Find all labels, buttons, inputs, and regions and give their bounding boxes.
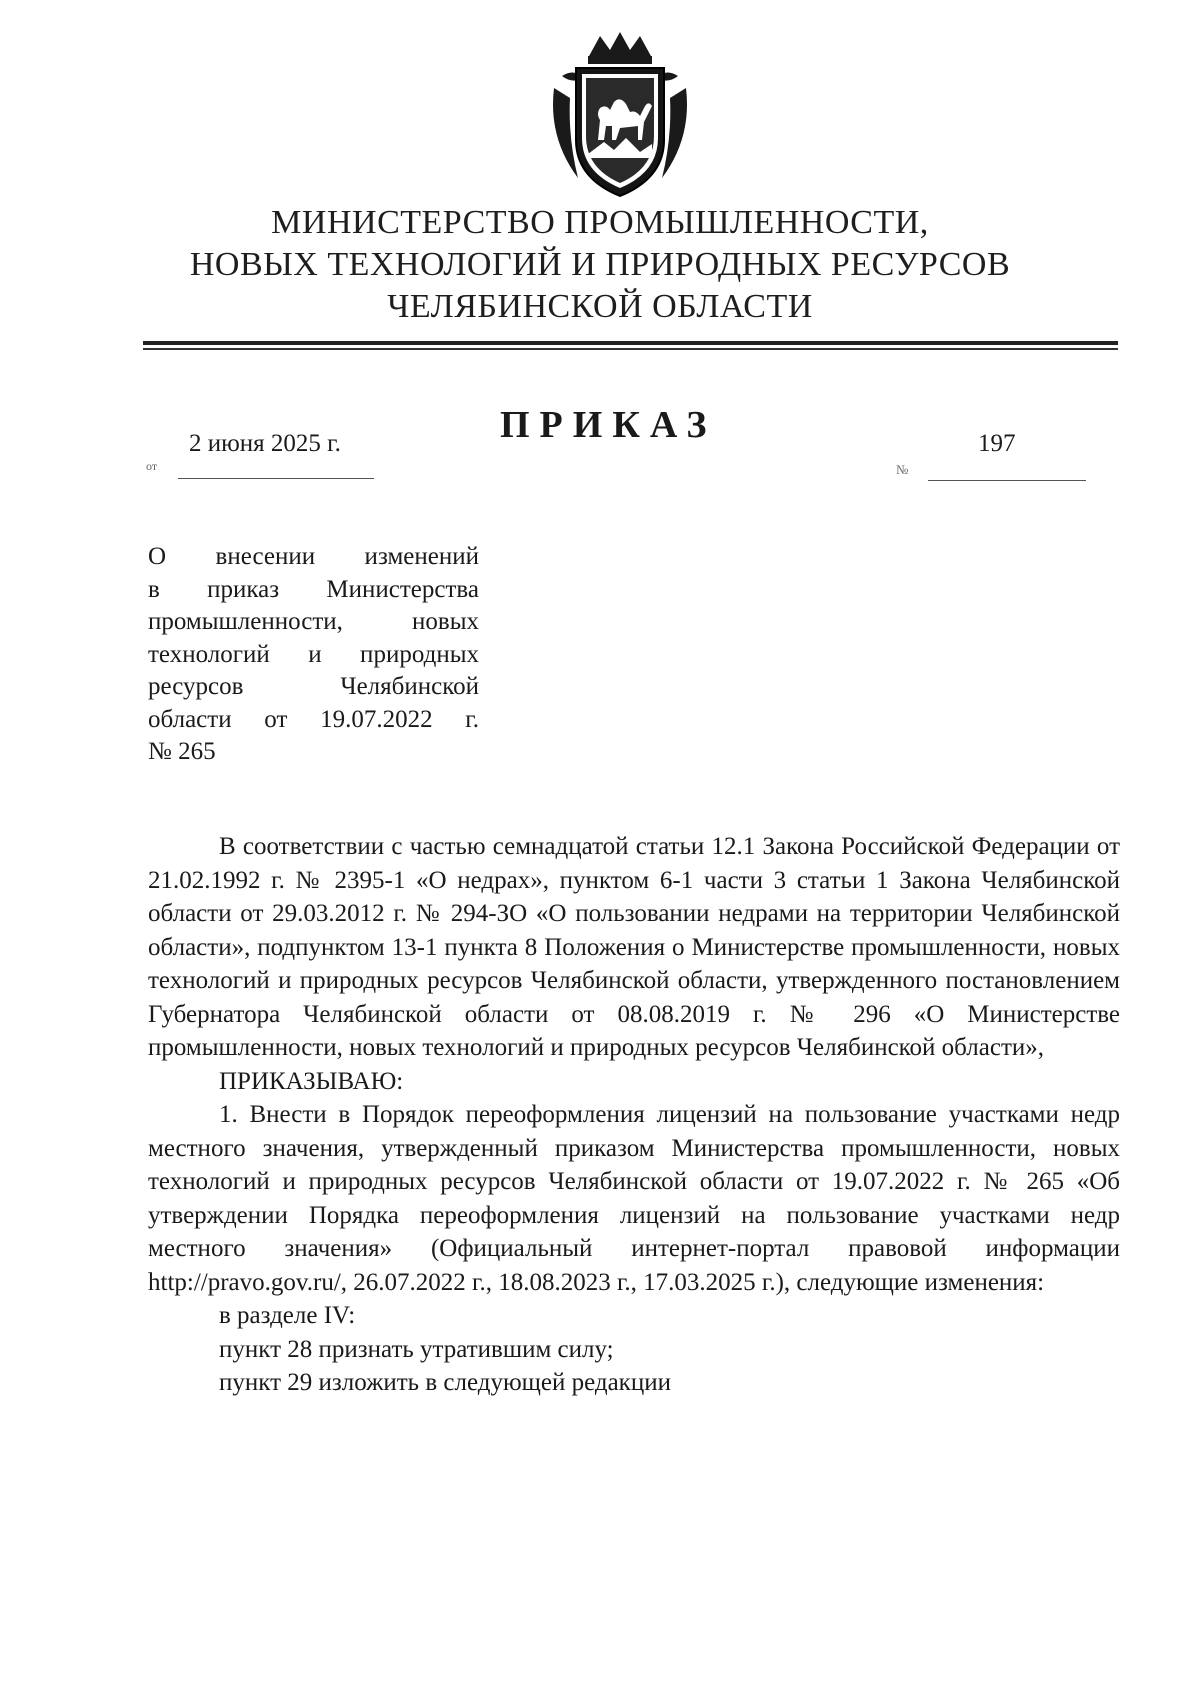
- header-rule-thick: [143, 341, 1118, 345]
- preamble-paragraph: В соответствии с частью семнадцатой статьи 12.1 Закона Российской Федерации от 21.02.1992 г. № 2395-1 «О недрах», пунктом 6-1 части 3 статьи 1 Закона Челябинской области от 29.03.2012 г. № 294-ЗО «О пользовании недрами на территории Челябинской области», подпунктом 13-1 пункта 8 Положения о Министерстве промышленности, новых технологий и природных ресурсов Челябинской области, утвержденного постановлением Губернатора Челябинской области от 08.08.2019 г. № 296 «О Министерстве промышленности, новых технологий и природных ресурсов Челябинской области»,: [148, 833, 1120, 1061]
- ministry-line-2: НОВЫХ ТЕХНОЛОГИЙ И ПРИРОДНЫХ РЕСУРСОВ: [189, 246, 1011, 283]
- subject-line: № 265: [148, 738, 216, 765]
- subject-line: в приказ Министерства: [148, 575, 479, 603]
- ministry-name: [0, 202, 1200, 328]
- item-1-paragraph: 1. Внести в Порядок переоформления лицензий на пользование участками недр местного значения, утвержденный приказом Министерства промышленности, новых технологий и природных ресурсов Челябинской области от 19.07.2022 г. № 265 «Об утверждении Порядка переоформления лицензий на пользование участками недр местного значения» (Официальный интернет-портал правовой информации http://pravo.gov.ru/, 26.07.2022 г., 18.08.2023 г., 17.03.2025 г.), следующие изменения:: [148, 1101, 1120, 1296]
- subject-line: промышленности, новых: [148, 608, 479, 635]
- date-underline: [178, 478, 374, 479]
- date-label: от: [146, 459, 158, 473]
- ministry-line-1: МИНИСТЕРСТВО ПРОМЫШЛЕННОСТИ,: [271, 204, 929, 241]
- number-underline: [928, 480, 1086, 481]
- subject-line: области от 19.07.2022 г.: [148, 705, 479, 733]
- subject-line: О внесении изменений: [148, 543, 479, 570]
- subject-line: ресурсов Челябинской: [148, 673, 479, 700]
- point-28-line: пункт 28 признать утратившим силу;: [219, 1335, 614, 1363]
- point-29-line: пункт 29 изложить в следующей редакции: [219, 1369, 671, 1396]
- document-title: ПРИКАЗ: [500, 404, 717, 446]
- order-number: 197: [978, 430, 1016, 457]
- order-subject: [148, 541, 479, 769]
- subject-line: технологий и природных: [148, 640, 479, 668]
- order-word: ПРИКАЗЫВАЮ:: [219, 1067, 404, 1095]
- order-body: [148, 830, 1120, 1400]
- number-label: №: [896, 462, 909, 477]
- order-date: 2 июня 2025 г.: [189, 430, 341, 457]
- header-rule-thin: [143, 348, 1118, 350]
- coat-of-arms-icon: [548, 28, 692, 200]
- ministry-line-3: ЧЕЛЯБИНСКОЙ ОБЛАСТИ: [387, 288, 813, 325]
- section-line: в разделе IV:: [219, 1302, 356, 1329]
